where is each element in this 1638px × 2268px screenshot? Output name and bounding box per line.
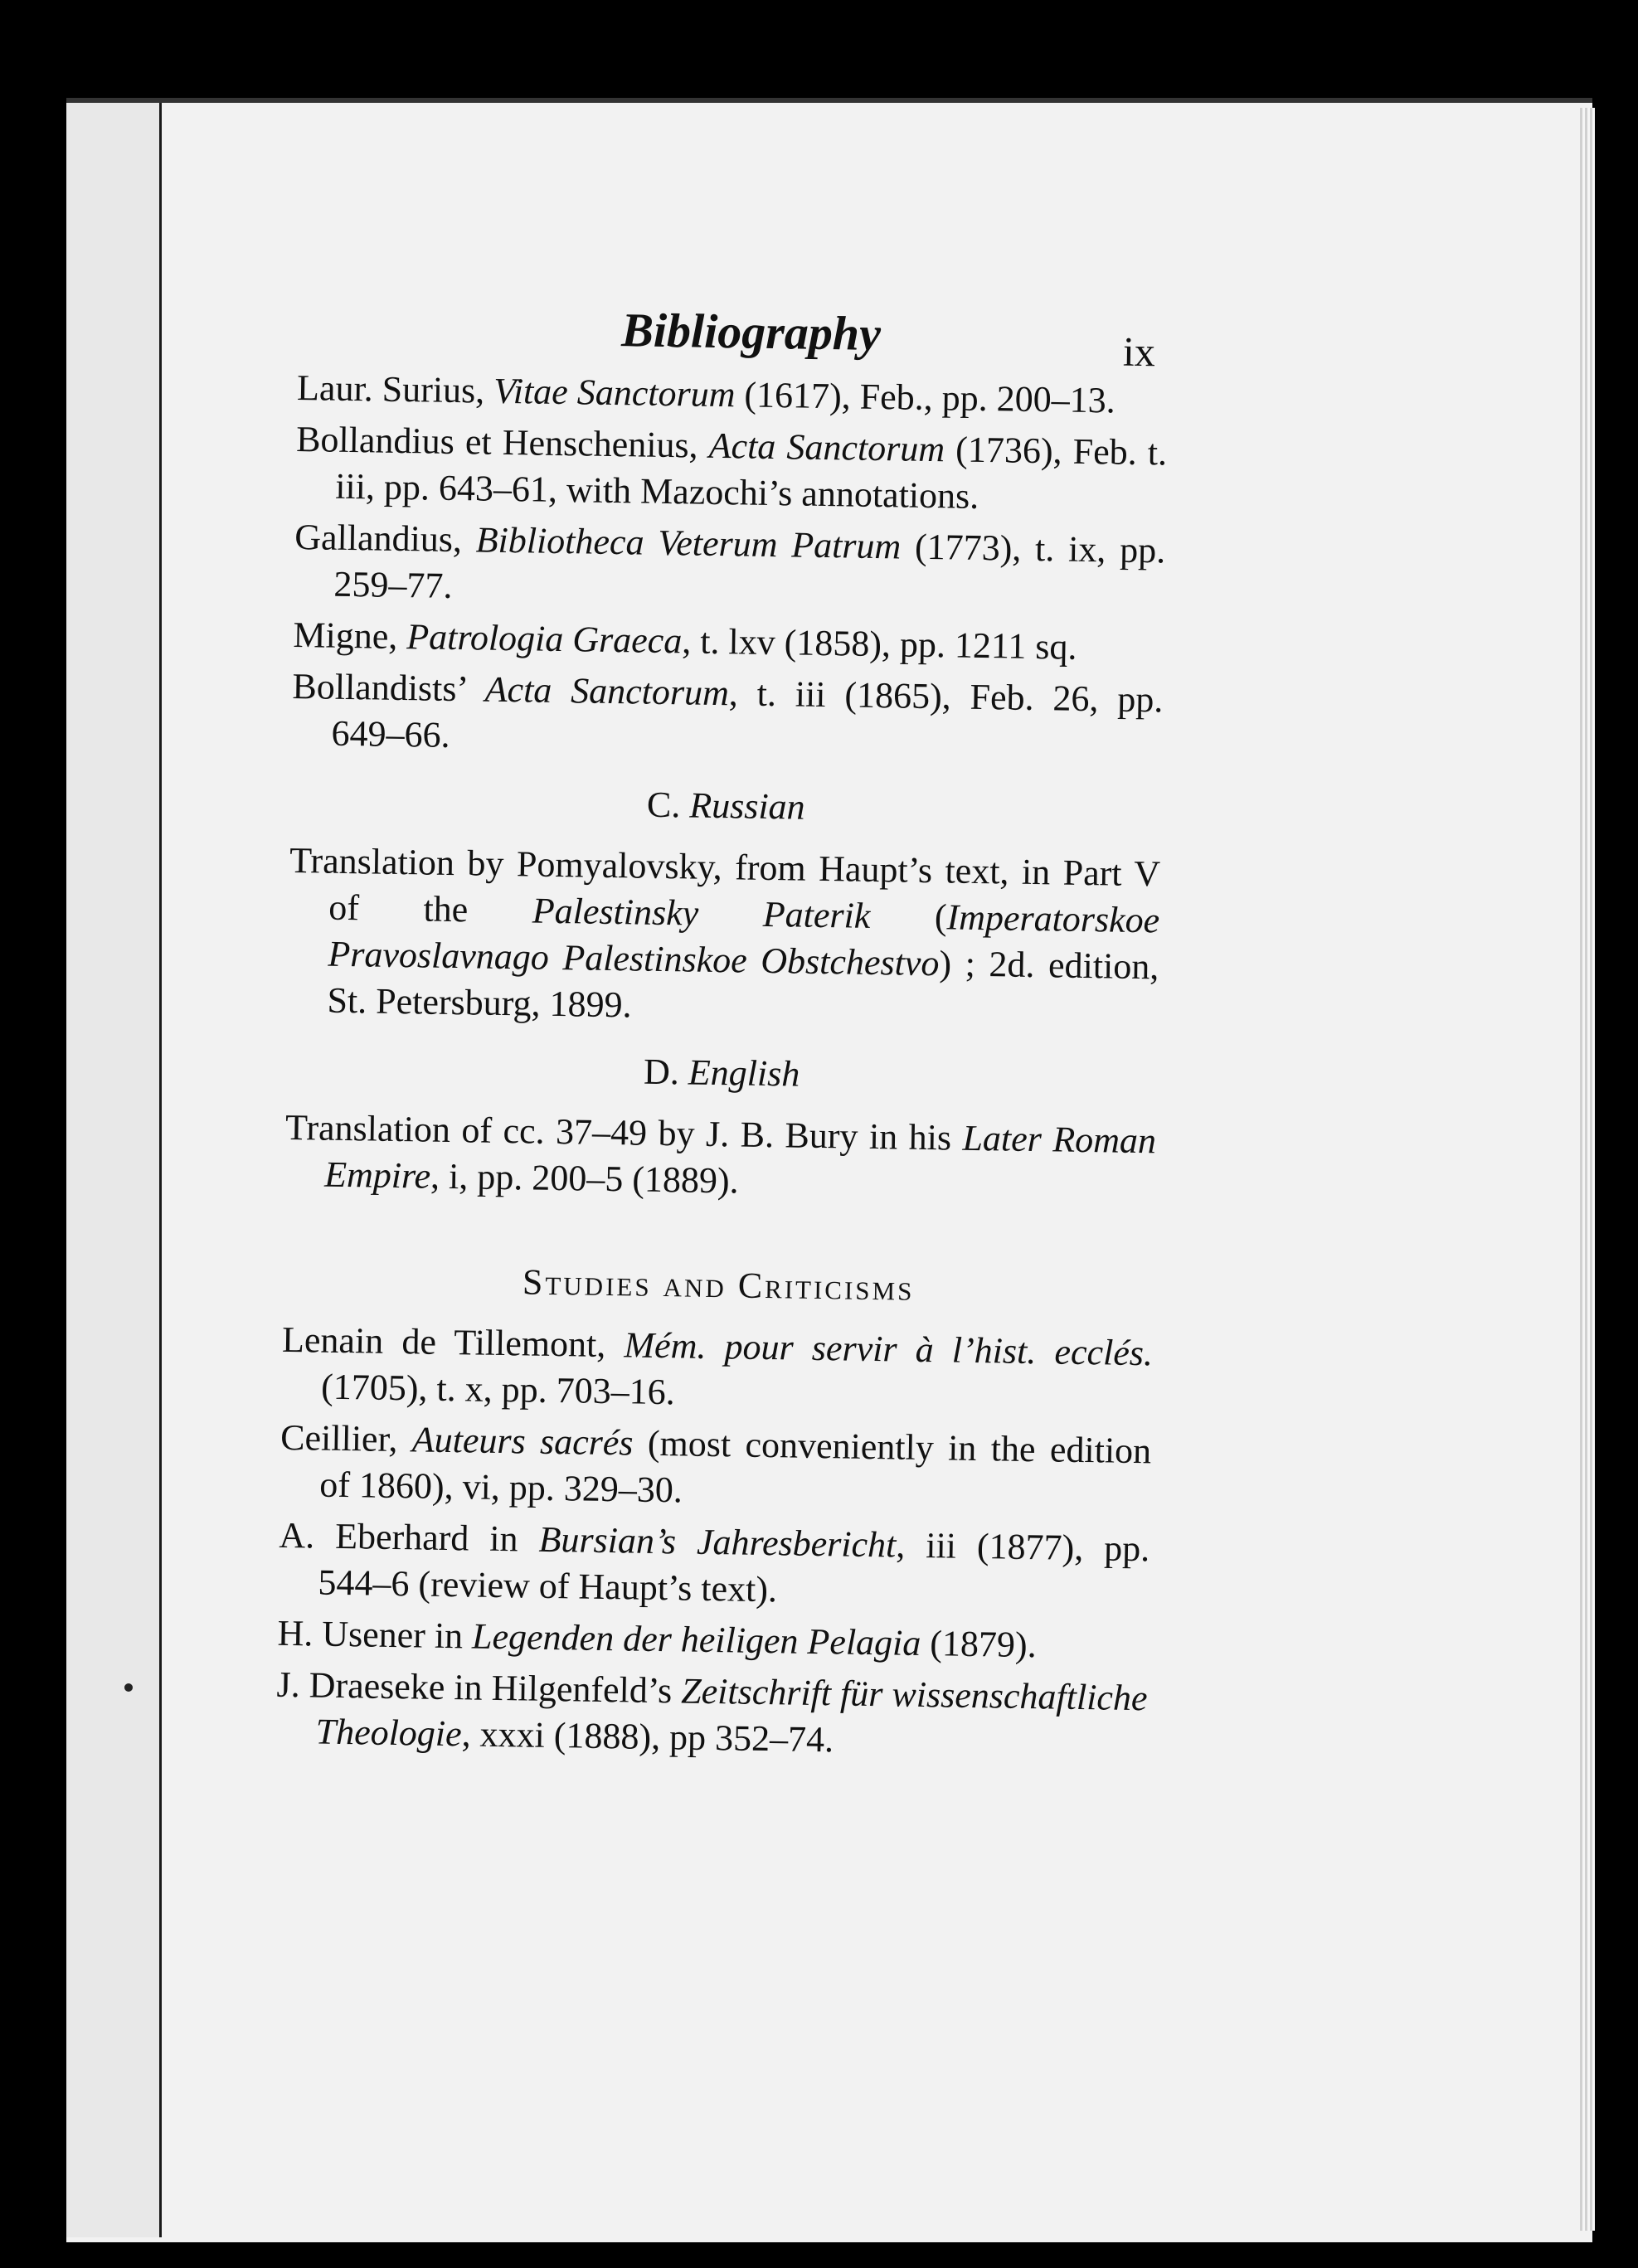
- page-number: ix: [1122, 328, 1156, 376]
- section-name: English: [688, 1051, 800, 1095]
- entry-text: Translation by Pomyalovsky, from Haupt’s text, in Part V of the: [289, 839, 1161, 931]
- entry-details: (1773), t. ix, pp. 259–77.: [333, 526, 1166, 606]
- entry-title: Imperatorskoe Pravoslavnago Palestinskoe Obstchestvo: [328, 896, 1160, 984]
- entry-details: , iii (1877), pp. 544–6 (review of Haupt’s text).: [318, 1524, 1150, 1610]
- bibliography-entry: [281, 1317, 1154, 1423]
- entry-author: J. Draeseke in Hilgenfeld’s: [276, 1663, 682, 1712]
- bibliography-entry: [277, 1610, 1149, 1670]
- entry-details: , t. lxv (1858), pp. 1211 sq.: [681, 620, 1077, 668]
- page-stack-edge: [1580, 108, 1595, 2231]
- entry-title: Auteurs sacrés: [411, 1419, 634, 1464]
- entry-author: Bollandists’: [292, 665, 486, 710]
- entry-author: Ceillier,: [279, 1416, 413, 1460]
- text-block: [275, 290, 1169, 1773]
- section-heading-russian: [290, 776, 1162, 836]
- entry-title: Vitae Sanctorum: [493, 370, 736, 415]
- entry-text: Translation of cc. 37–49 by J. B. Bury in his: [284, 1106, 963, 1158]
- bibliography-entry: [293, 612, 1164, 672]
- entry-author: Bollandius et Henschenius,: [295, 418, 710, 466]
- bibliography-entry: [278, 1513, 1150, 1619]
- entry-details: , t. iii (1865), Feb. 26, pp. 649–66.: [331, 673, 1164, 755]
- bibliography-entry: [275, 1662, 1148, 1768]
- entry-author: A. Eberhard in: [279, 1514, 540, 1560]
- entry-author: Laur. Surius,: [296, 367, 494, 411]
- entry-author: H. Usener in: [277, 1612, 473, 1657]
- entry-title: Mém. pour servir à l’hist. ecclés.: [624, 1324, 1154, 1374]
- studies-heading: Studies and Criticisms: [522, 1261, 915, 1309]
- section-name: Russian: [688, 784, 806, 828]
- entry-title: Palestinsky Paterik: [532, 890, 871, 936]
- entry-title: Acta Sanctorum: [708, 425, 945, 470]
- bibliography-entry: [294, 514, 1166, 620]
- gutter-edge: [66, 103, 162, 2237]
- bibliography-entry: [284, 1105, 1157, 1211]
- entry-title: Later Roman Empire: [323, 1117, 1157, 1197]
- entry-title: Bibliotheca Veterum Patrum: [475, 519, 902, 567]
- entry-title: Zeitschrift für wissenschaftliche Theologie: [315, 1670, 1148, 1755]
- entry-details: (1617), Feb., pp. 200–13.: [735, 374, 1116, 421]
- bibliography-entry: [279, 1415, 1152, 1521]
- entry-text: (: [869, 895, 947, 938]
- entry-author: Migne,: [293, 614, 407, 658]
- entry-title: Acta Sanctorum: [484, 668, 730, 714]
- entry-details: ) ; 2d. edition, St. Petersburg, 1899.: [327, 943, 1159, 1026]
- entry-author: Gallandius,: [294, 516, 477, 561]
- running-title: Bibliography: [620, 303, 882, 362]
- entry-title: Legenden der heiligen Pelagia: [471, 1615, 921, 1663]
- entry-details: (1879).: [921, 1622, 1038, 1666]
- entry-details: (1736), Feb. t. iii, pp. 643–61, with Mazochi’s annotations.: [334, 429, 1168, 517]
- entry-details: (most conveniently in the edition of 1860), vi, pp. 329–30.: [318, 1422, 1152, 1511]
- entry-details: , i, pp. 200–5 (1889).: [430, 1155, 740, 1202]
- entry-author: Lenain de Tillemont,: [281, 1319, 625, 1366]
- margin-mark: [124, 1683, 133, 1692]
- entry-details: , xxxi (1888), pp 352–74.: [461, 1713, 834, 1760]
- section-letter: C.: [646, 784, 690, 826]
- section-heading-english: [286, 1043, 1158, 1103]
- bibliography-entry: [291, 663, 1164, 770]
- running-head: [298, 290, 1169, 378]
- entry-details: (1705), t. x, pp. 703–16.: [320, 1366, 676, 1413]
- bibliography-entry: [287, 838, 1160, 1037]
- section-letter: D.: [643, 1051, 689, 1093]
- bibliography-entry: [295, 416, 1168, 522]
- entry-title: Bursian’s Jahresbericht: [538, 1518, 897, 1566]
- entry-title: Patrologia Graeca: [406, 616, 683, 662]
